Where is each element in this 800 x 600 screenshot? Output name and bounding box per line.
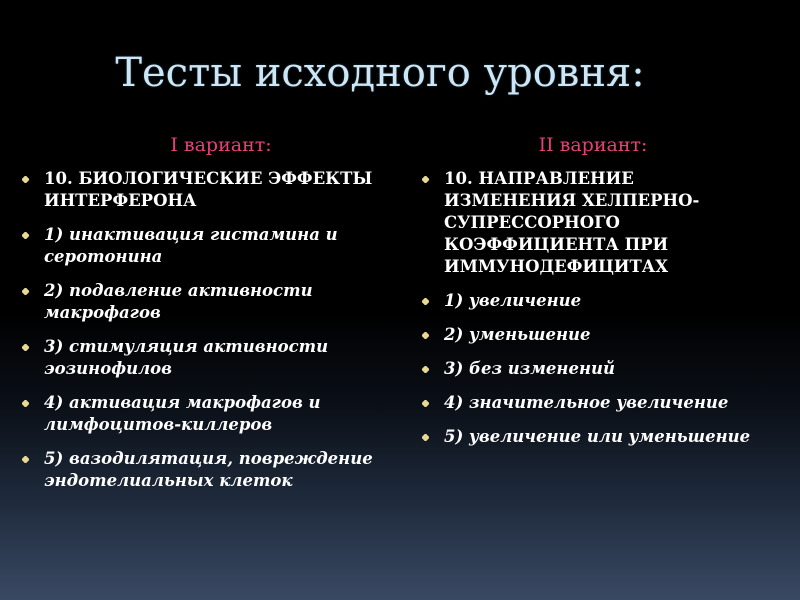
bullet-icon bbox=[422, 366, 429, 373]
bullet-icon bbox=[22, 456, 29, 463]
bullet-shape bbox=[22, 456, 29, 463]
left-item-text: 4) активация макрофагов и лимфоцитов-киллеров bbox=[44, 393, 321, 434]
right-item-option-2 bbox=[418, 324, 758, 346]
left-item-option-1 bbox=[18, 224, 388, 268]
bullet-shape bbox=[422, 176, 429, 183]
bullet-shape bbox=[422, 434, 429, 441]
bullet-icon bbox=[422, 400, 429, 407]
bullet-icon bbox=[422, 434, 429, 441]
bullet-shape bbox=[22, 288, 29, 295]
right-item-option-5 bbox=[418, 426, 758, 448]
right-item-text: 1) увеличение bbox=[444, 291, 582, 310]
left-item-text: 1) инактивация гистамина и серотонина bbox=[44, 225, 338, 266]
left-item-text: 2) подавление активности макрофагов bbox=[44, 281, 313, 322]
bullet-icon bbox=[422, 176, 429, 183]
bullet-icon bbox=[22, 176, 29, 183]
bullet-shape bbox=[22, 176, 29, 183]
right-item-option-3 bbox=[418, 358, 758, 380]
right-item-question bbox=[418, 168, 758, 278]
left-item-option-5 bbox=[18, 448, 388, 492]
right-item-option-1 bbox=[418, 290, 758, 312]
slide-title: Тесты исходного уровня: bbox=[115, 50, 645, 96]
left-item-question bbox=[18, 168, 388, 212]
right-item-option-4 bbox=[418, 392, 758, 414]
bullet-shape bbox=[422, 366, 429, 373]
left-item-option-2 bbox=[18, 280, 388, 324]
left-item-list bbox=[18, 168, 388, 492]
left-item-text: 3) стимуляция активности эозинофилов bbox=[44, 337, 329, 378]
left-item-option-3 bbox=[18, 336, 388, 380]
bullet-shape bbox=[422, 400, 429, 407]
left-column bbox=[18, 134, 388, 504]
right-item-text: 10. НАПРАВЛЕНИЕ ИЗМЕНЕНИЯ ХЕЛПЕРНО-СУПРЕССОРНОГО КОЭФФИЦИЕНТА ПРИ ИММУНОДЕФИЦИТАХ bbox=[444, 169, 700, 276]
bullet-shape bbox=[22, 400, 29, 407]
left-item-text: 10. БИОЛОГИЧЕСКИЕ ЭФФЕКТЫ ИНТЕРФЕРОНА bbox=[44, 169, 373, 210]
bullet-icon bbox=[422, 332, 429, 339]
bullet-icon bbox=[22, 344, 29, 351]
left-column-header: I вариант: bbox=[170, 134, 272, 156]
right-item-text: 4) значительное увеличение bbox=[444, 393, 729, 412]
bullet-shape bbox=[22, 232, 29, 239]
bullet-icon bbox=[22, 232, 29, 239]
right-item-list bbox=[418, 168, 758, 448]
bullet-shape bbox=[22, 344, 29, 351]
bullet-icon bbox=[22, 288, 29, 295]
bullet-shape bbox=[422, 298, 429, 305]
right-column-header: II вариант: bbox=[538, 134, 648, 156]
bullet-icon bbox=[422, 298, 429, 305]
bullet-shape bbox=[422, 332, 429, 339]
right-item-text: 2) уменьшение bbox=[444, 325, 591, 344]
left-item-option-4 bbox=[18, 392, 388, 436]
right-item-text: 3) без изменений bbox=[444, 359, 615, 378]
bullet-icon bbox=[22, 400, 29, 407]
right-item-text: 5) увеличение или уменьшение bbox=[444, 427, 751, 446]
left-item-text: 5) вазодилятация, повреждение эндотелиальных клеток bbox=[44, 449, 373, 490]
right-column bbox=[418, 134, 758, 460]
